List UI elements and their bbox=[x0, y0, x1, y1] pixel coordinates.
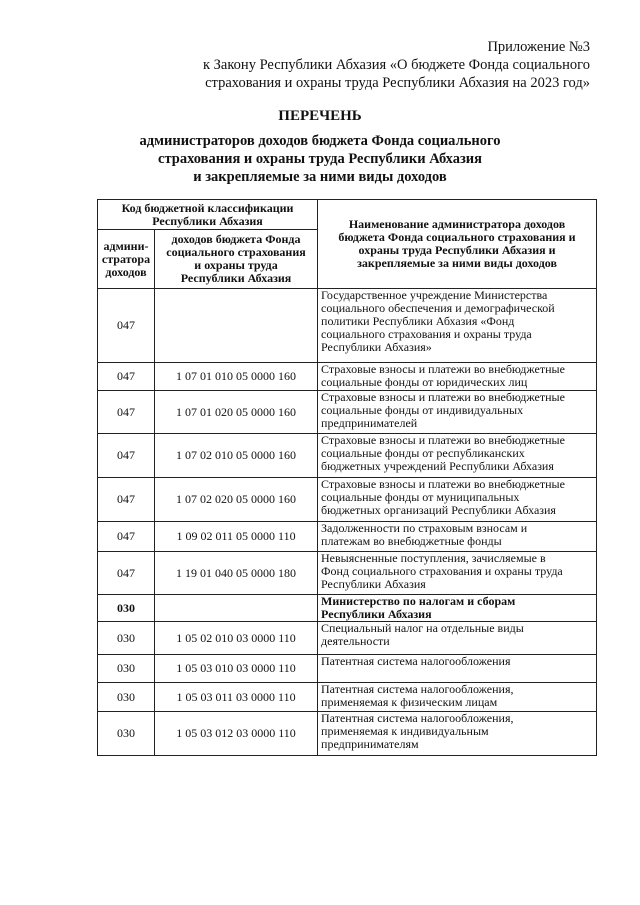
header-admin-line2: стратора bbox=[101, 251, 151, 266]
admin-code-cell: 047 bbox=[98, 522, 155, 552]
header-name bbox=[318, 200, 597, 289]
income-code-cell: 1 05 03 010 03 0000 110 bbox=[155, 655, 318, 683]
income-name-cell bbox=[318, 595, 597, 622]
income-name-line: деятельности bbox=[321, 634, 390, 648]
income-name-line: Республики Абхазия» bbox=[321, 340, 432, 354]
income-name-line: политики Республики Абхазия «Фонд bbox=[321, 314, 515, 328]
table-row bbox=[98, 522, 597, 552]
header-income-line2: социального страхования bbox=[166, 245, 306, 259]
header-income-line3: и охраны труда bbox=[194, 258, 278, 272]
income-name-line: предпринимателей bbox=[321, 416, 418, 430]
subtitle-line1: администраторов доходов бюджета Фонда социального bbox=[139, 133, 501, 149]
income-name-line: Патентная система налогообложения bbox=[321, 654, 511, 668]
admin-code-cell: 030 bbox=[98, 595, 155, 622]
income-code-cell: 1 05 03 012 03 0000 110 bbox=[155, 712, 318, 756]
income-name-line: предпринимателям bbox=[321, 737, 419, 751]
income-name-cell bbox=[318, 622, 597, 655]
income-name-cell bbox=[318, 478, 597, 522]
table-body bbox=[98, 289, 597, 756]
income-name-line: бюджетных учреждений Республики Абхазия bbox=[321, 459, 554, 473]
table-row bbox=[98, 655, 597, 683]
income-name-line: Республики Абхазия bbox=[321, 577, 426, 591]
income-name-line: социального страхования и охраны труда bbox=[321, 327, 532, 341]
income-code-cell: 1 07 02 020 05 0000 160 bbox=[155, 478, 318, 522]
admin-code-cell: 047 bbox=[98, 363, 155, 391]
admin-code-cell: 030 bbox=[98, 655, 155, 683]
header-admin bbox=[98, 230, 155, 289]
header-income bbox=[155, 230, 318, 289]
administrators-table bbox=[97, 199, 597, 756]
admin-code-cell: 047 bbox=[98, 434, 155, 478]
header-admin-line1: админи- bbox=[103, 238, 149, 253]
document-subtitle bbox=[0, 132, 640, 186]
admin-code-cell: 047 bbox=[98, 289, 155, 363]
table-row bbox=[98, 434, 597, 478]
income-code-cell: 1 07 01 020 05 0000 160 bbox=[155, 391, 318, 434]
income-name-cell bbox=[318, 655, 597, 683]
income-name-line: социальные фонды от республиканских bbox=[321, 446, 525, 460]
appendix-law-line2: страхования и охраны труда Республики Абхазия на 2023 год» bbox=[205, 75, 590, 91]
income-name-line: Министерство по налогам и сборам bbox=[321, 594, 516, 608]
header-income-line4: Республики Абхазия bbox=[180, 271, 292, 285]
table-row bbox=[98, 712, 597, 756]
admin-code-cell: 030 bbox=[98, 622, 155, 655]
table-row bbox=[98, 289, 597, 363]
header-kbk-line1: Код бюджетной классификации bbox=[121, 200, 294, 215]
appendix-note bbox=[203, 38, 590, 92]
income-name-cell bbox=[318, 552, 597, 595]
income-name-line: платежам во внебюджетные фонды bbox=[321, 534, 502, 548]
header-name-line4: закрепляемые за ними виды доходов bbox=[357, 256, 557, 270]
income-name-line: Государственное учреждение Министерства bbox=[321, 288, 548, 302]
income-name-line: социальные фонды от юридических лиц bbox=[321, 375, 528, 389]
table-row bbox=[98, 622, 597, 655]
income-name-line: Страховые взносы и платежи во внебюджетные bbox=[321, 477, 565, 491]
income-name-cell bbox=[318, 712, 597, 756]
appendix-number: Приложение №3 bbox=[487, 39, 590, 55]
income-name-line: социальные фонды от муниципальных bbox=[321, 490, 520, 504]
income-name-line: Патентная система налогообложения, bbox=[321, 711, 514, 725]
table-row bbox=[98, 595, 597, 622]
income-code-cell: 1 09 02 011 05 0000 110 bbox=[155, 522, 318, 552]
income-name-line: Патентная система налогообложения, bbox=[321, 682, 514, 696]
income-code-cell bbox=[155, 595, 318, 622]
admin-code-cell: 030 bbox=[98, 683, 155, 712]
admin-code-cell: 047 bbox=[98, 552, 155, 595]
income-code-cell: 1 05 03 011 03 0000 110 bbox=[155, 683, 318, 712]
document-title: ПЕРЕЧЕНЬ bbox=[278, 108, 362, 124]
income-name-line: применяемая к физическим лицам bbox=[321, 695, 498, 709]
header-name-line1: Наименование администратора доходов bbox=[348, 217, 566, 231]
income-name-cell bbox=[318, 363, 597, 391]
income-name-cell bbox=[318, 683, 597, 712]
income-name-line: социального обеспечения и демографической bbox=[321, 301, 555, 315]
income-code-cell bbox=[155, 289, 318, 363]
income-name-line: Республики Абхазия bbox=[321, 607, 432, 621]
table-row bbox=[98, 363, 597, 391]
income-name-cell bbox=[318, 522, 597, 552]
income-name-line: Страховые взносы и платежи во внебюджетные bbox=[321, 390, 565, 404]
appendix-law-line1: к Закону Республики Абхазия «О бюджете Фонда социального bbox=[203, 57, 590, 73]
income-name-line: социальные фонды от индивидуальных bbox=[321, 403, 524, 417]
header-income-line1: доходов бюджета Фонда bbox=[171, 232, 301, 246]
header-name-line3: охраны труда Республики Абхазия и bbox=[358, 243, 556, 257]
income-name-line: Невыясненные поступления, зачисляемые в bbox=[321, 551, 546, 565]
income-code-cell: 1 05 02 010 03 0000 110 bbox=[155, 622, 318, 655]
income-code-cell: 1 07 01 010 05 0000 160 bbox=[155, 363, 318, 391]
table-row bbox=[98, 683, 597, 712]
income-name-cell bbox=[318, 391, 597, 434]
admin-code-cell: 047 bbox=[98, 391, 155, 434]
income-name-line: Страховые взносы и платежи во внебюджетные bbox=[321, 362, 565, 376]
income-name-line: бюджетных организаций Республики Абхазия bbox=[321, 503, 556, 517]
header-kbk-line2: Республики Абхазия bbox=[152, 213, 263, 228]
income-name-line: Задолженности по страховым взносам и bbox=[321, 521, 528, 535]
admin-code-cell: 047 bbox=[98, 478, 155, 522]
table-row bbox=[98, 478, 597, 522]
header-name-line2: бюджета Фонда социального страхования и bbox=[338, 230, 576, 244]
table-row bbox=[98, 552, 597, 595]
income-code-cell: 1 07 02 010 05 0000 160 bbox=[155, 434, 318, 478]
income-name-line: Страховые взносы и платежи во внебюджетные bbox=[321, 433, 565, 447]
income-name-line: Фонд социального страхования и охраны труда bbox=[321, 564, 563, 578]
subtitle-line2: страхования и охраны труда Республики Абхазия bbox=[158, 151, 482, 167]
admin-code-cell: 030 bbox=[98, 712, 155, 756]
income-code-cell: 1 19 01 040 05 0000 180 bbox=[155, 552, 318, 595]
income-name-cell bbox=[318, 289, 597, 363]
income-name-cell bbox=[318, 434, 597, 478]
header-admin-line3: доходов bbox=[105, 264, 147, 279]
table-row bbox=[98, 391, 597, 434]
income-name-line: Специальный налог на отдельные виды bbox=[321, 621, 524, 635]
header-kbk bbox=[98, 200, 318, 230]
income-name-line: применяемая к индивидуальным bbox=[321, 724, 489, 738]
subtitle-line3: и закрепляемые за ними виды доходов bbox=[193, 169, 447, 185]
